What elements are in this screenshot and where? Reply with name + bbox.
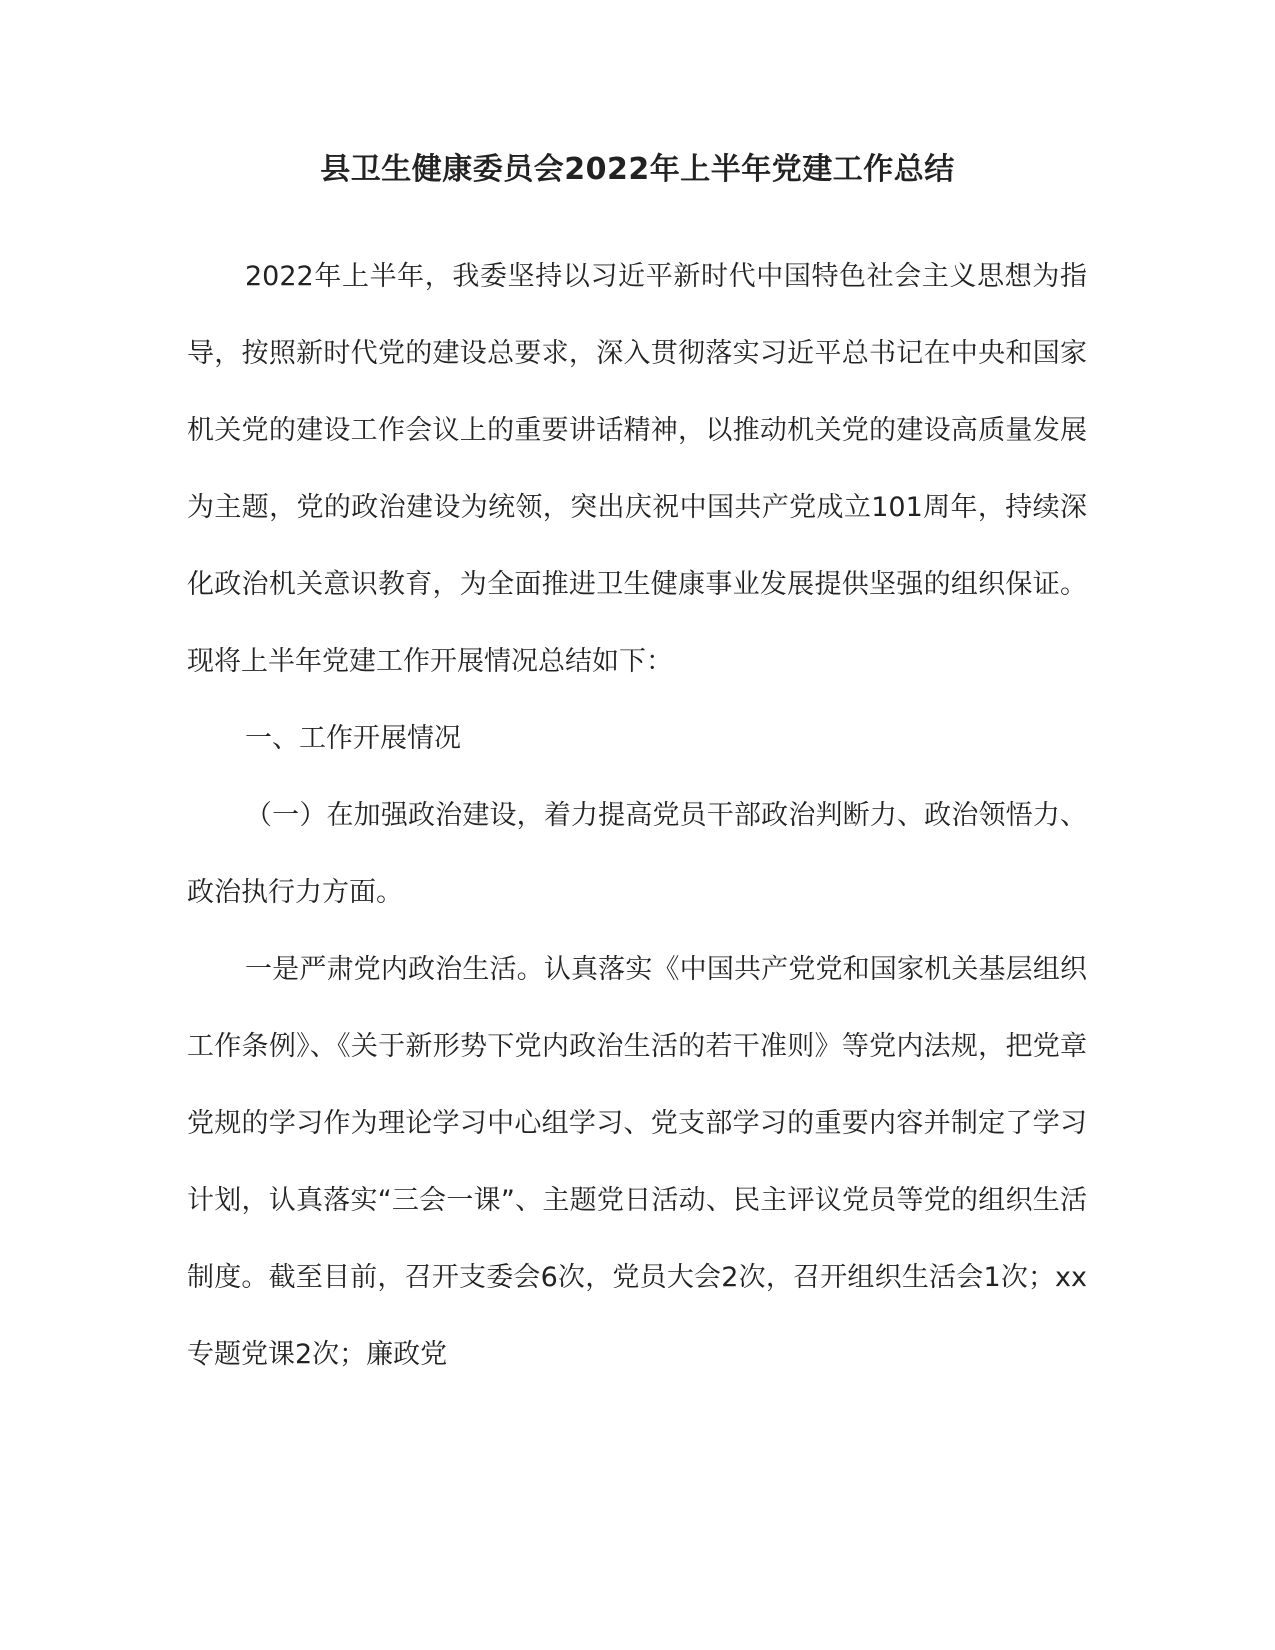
body-paragraph: 一是严肃党内政治生活。认真落实《中国共产党党和国家机关基层组织工作条例》、《关于新形势下党内政治生活的若干准则》等党内法规，把党章党规的学习作为理论学习中心组学习、党支部学习的重要内容并制定了学习计划，认真落实“三会一课”、主题党日活动、民主评议党员等党的组织生活制度。截至目前，召开支委会6次，党员大会2次，召开组织生活会1次；xx专题党课2次；廉政党 bbox=[187, 954, 1087, 1370]
intro-paragraph: 2022年上半年，我委坚持以习近平新时代中国特色社会主义思想为指导，按照新时代党的建设总要求，深入贯彻落实习近平总书记在中央和国家机关党的建设工作会议上的重要讲话精神，以推动机关党的建设高质量发展为主题，党的政治建设为统领，突出庆祝中国共产党成立101周年，持续深化政治机关意识教育，为全面推进卫生健康事业发展提供坚强的组织保证。现将上半年党建工作开展情况总结如下： bbox=[187, 261, 1087, 677]
document-title: 县卫生健康委员会2022年上半年党建工作总结 bbox=[320, 152, 955, 187]
document-body bbox=[187, 238, 1087, 1393]
subsection-heading: （一）在加强政治建设，着力提高党员干部政治判断力、政治领悟力、政治执行力方面。 bbox=[187, 800, 1087, 908]
section-heading: 一、工作开展情况 bbox=[245, 723, 461, 754]
